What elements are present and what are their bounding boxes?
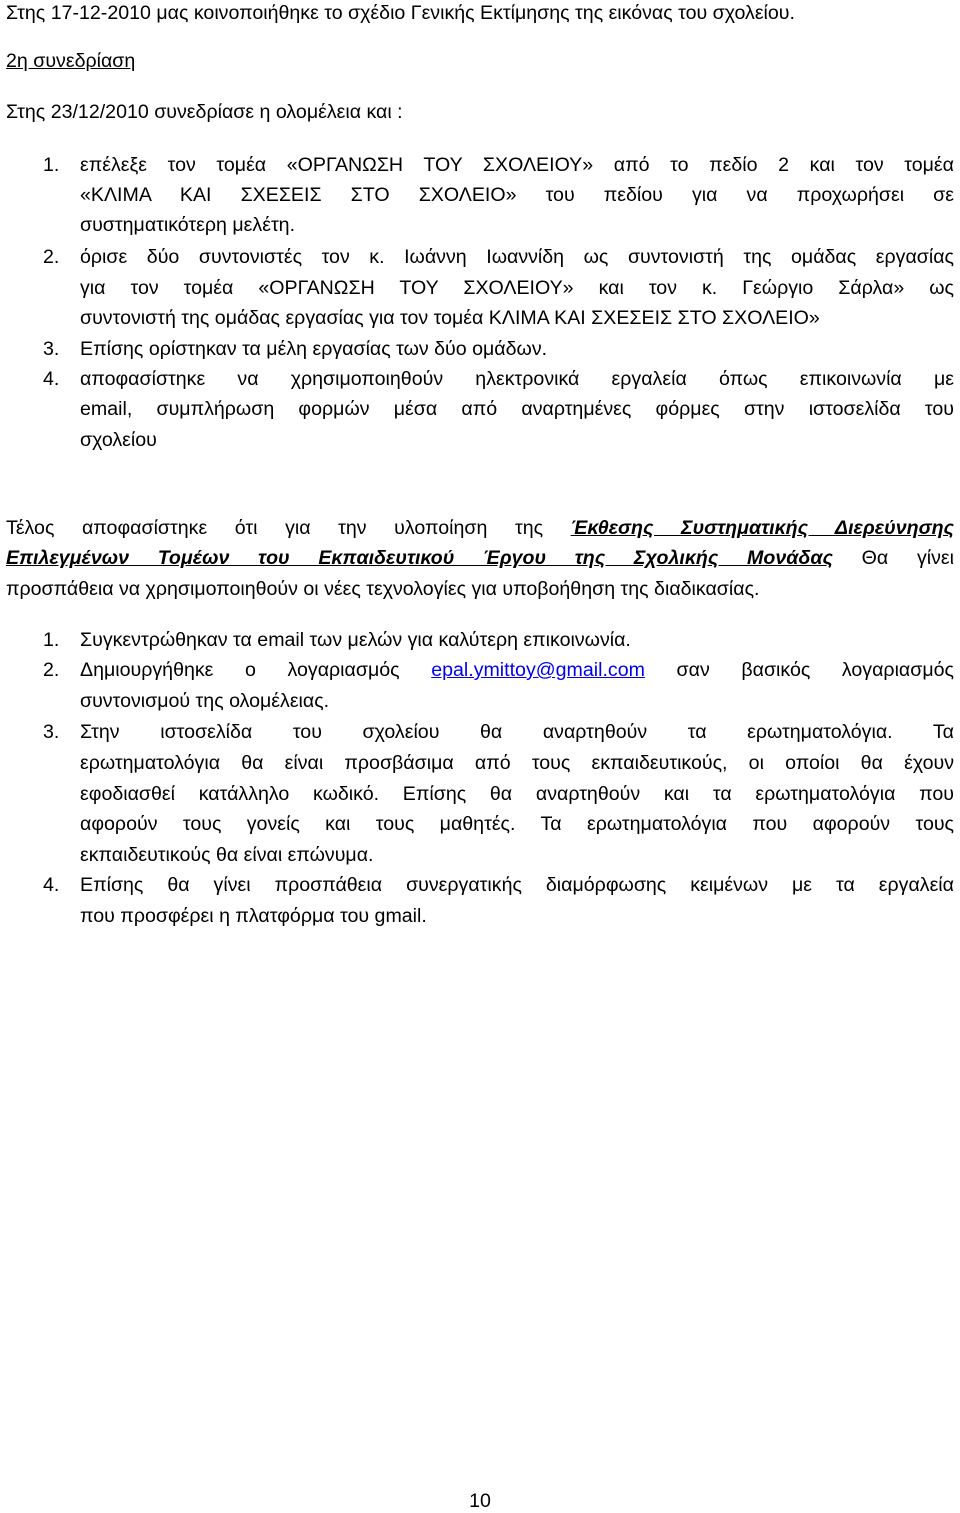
list-item-line: επέλεξε τον τομέα «ΟΡΓΑΝΩΣΗ ΤΟΥ ΣΧΟΛΕΙΟΥ» από το πεδίο 2 και τον τομέα: [80, 154, 954, 176]
closing-prefix: Τέλος αποφασίστηκε ότι για την υλοποίηση της: [6, 517, 544, 539]
list-item-line: σχολείου: [80, 429, 157, 451]
closing-line: [6, 517, 954, 539]
list-item-line: email, συμπλήρωση φορμών μέσα από αναρτημένες φόρμες στην ιστοσελίδα του: [80, 398, 954, 420]
account-suffix: σαν βασικός λογαριασμός: [676, 659, 954, 681]
list-item-line: για τον τομέα «ΟΡΓΑΝΩΣΗ ΤΟΥ ΣΧΟΛΕΙΟΥ» και τον κ. Γεώργιο Σάρλα» ως: [80, 277, 954, 299]
intro-paragraph: Στης 17-12-2010 μας κοινοποιήθηκε το σχέδιο Γενικής Εκτίμησης της εικόνας του σχολείου.: [6, 2, 795, 24]
list-item-line: Συγκεντρώθηκαν τα email των μελών για καλύτερη επικοινωνία.: [80, 629, 631, 651]
list-item-line: που προσφέρει η πλατφόρμα του gmail.: [80, 905, 427, 927]
list-item-number: 2.: [43, 246, 60, 268]
closing-line: προσπάθεια να χρησιμοποιηθούν οι νέες τεχνολογίες για υποβοήθηση της διαδικασίας.: [6, 578, 760, 600]
session-line: Στης 23/12/2010 συνεδρίασε η ολομέλεια και :: [6, 101, 403, 123]
account-prefix: Δημιουργήθηκε ο λογαριασμός: [80, 659, 400, 681]
list-item-line: αφορούν τους γονείς και τους μαθητές. Τα ερωτηματολόγια που αφορούν τους: [80, 813, 954, 835]
list-item-line: [80, 659, 954, 681]
closing-line: [6, 547, 954, 569]
list-item-line: αποφασίστηκε να χρησιμοποιηθούν ηλεκτρονικά εργαλεία όπως επικοινωνία με: [80, 368, 954, 390]
closing-suffix: Θα γίνει: [861, 547, 954, 569]
list-item-line: συστηματικότερη μελέτη.: [80, 214, 296, 236]
list-item-number: 3.: [43, 721, 60, 743]
list-item-line: συντονισμού της ολομέλειας.: [80, 690, 330, 712]
list-item-line: εφοδιασθεί κατάλληλο κωδικό. Επίσης θα αναρτηθούν και τα ερωτηματολόγια που: [80, 783, 954, 805]
list-item-line: όρισε δύο συντονιστές τον κ. Ιωάννη Ιωαννίδη ως συντονιστή της ομάδας εργασίας: [80, 246, 954, 268]
list-item-number: 4.: [43, 874, 60, 896]
list-item-number: 1.: [43, 629, 60, 651]
list-item-line: Επίσης θα γίνει προσπάθεια συνεργατικής διαμόρφωσης κειμένων με τα εργαλεία: [80, 874, 954, 896]
list-item-line: Στην ιστοσελίδα του σχολείου θα αναρτηθούν τα ερωτηματολόγια. Τα: [80, 721, 954, 743]
list-item-line: συντονιστή της ομάδας εργασίας για τον τομέα ΚΛΙΜΑ ΚΑΙ ΣΧΕΣΕΙΣ ΣΤΟ ΣΧΟΛΕΙΟ»: [80, 307, 820, 329]
page-number: 10: [469, 1490, 491, 1512]
list-item-line: «ΚΛΙΜΑ ΚΑΙ ΣΧΕΣΕΙΣ ΣΤΟ ΣΧΟΛΕΙΟ» του πεδίου για να προχωρήσει σε: [80, 184, 954, 206]
section-heading: 2η συνεδρίαση: [6, 50, 136, 72]
list-item-number: 1.: [43, 154, 60, 176]
list-item-line: Επίσης ορίστηκαν τα μέλη εργασίας των δύο ομάδων.: [80, 338, 548, 360]
list-item-number: 3.: [43, 338, 60, 360]
email-link[interactable]: epal.ymittoy@gmail.com: [431, 659, 645, 681]
list-item-line: ερωτηματολόγια θα είναι προσβάσιμα από τους εκπαιδευτικούς, οι οποίοι θα έχουν: [80, 752, 954, 774]
list-item-number: 2.: [43, 659, 60, 681]
list-item-line: εκπαιδευτικούς θα είναι επώνυμα.: [80, 844, 374, 866]
report-title: Έκθεσης Συστηματικής Διερεύνησης: [570, 517, 954, 539]
report-title: Επιλεγμένων Τομέων του Εκπαιδευτικού Έργου της Σχολικής Μονάδας: [6, 547, 833, 569]
list-item-number: 4.: [43, 368, 60, 390]
